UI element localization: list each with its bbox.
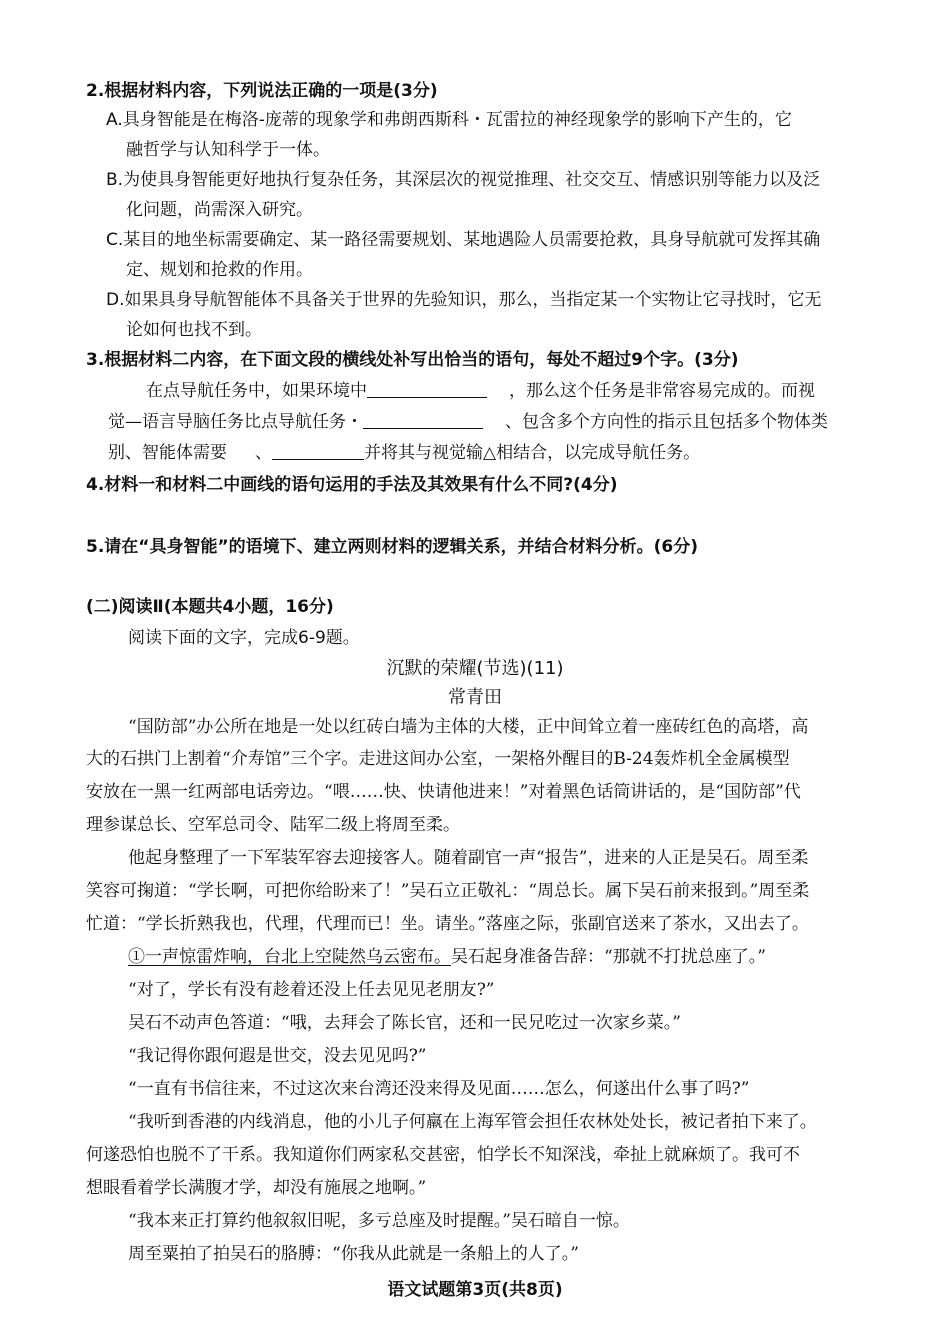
q3-blank-3[interactable] [272, 441, 364, 460]
story-line-9: “对了，学长有没有趁着还没上任去见见老朋友?” [128, 980, 495, 1000]
q3-blank-2[interactable] [363, 410, 483, 429]
q5-stem: 5.请在“具身智能”的语境下、建立两则材料的逻辑关系，并结合材料分析。(6分) [86, 537, 698, 557]
story-line-8-rest: 吴石起身准备告辞：“那就不打扰总座了。” [451, 947, 766, 967]
q2-option-d-line1: D.如果具身导航智能体不具备关于世界的先验知识，那么，当指定某一个实物让它寻找时，它无 [106, 290, 822, 310]
q2-option-a-line1: A.具身智能是在梅洛-庞蒂的现象学和弗朗西斯科・瓦雷拉的神经现象学的影响下产生的，它 [106, 110, 792, 130]
story-line-11: “我记得你跟何遐是世交，没去见见吗?” [128, 1046, 427, 1066]
story-underlined-sentence: ①一声惊雷炸响，台北上空陡然乌云密布。 [128, 947, 451, 967]
story-line-16: “我本来正打算约他叙叙旧呢，多亏总座及时提醒。”吴石暗自一惊。 [128, 1211, 630, 1231]
q2-stem: 2.根据材料内容，下列说法正确的一项是(3分) [86, 81, 438, 101]
q4-stem: 4.材料一和材料二中画线的语句运用的手法及其效果有什么不同?(4分) [86, 475, 618, 495]
q3-passage-line3 [108, 440, 700, 466]
q3-passage-line2 [108, 409, 828, 435]
story-line-12: “一直有书信往来，不过这次来台湾还没来得及见面……怎么，何遂出什么事了吗?” [128, 1079, 750, 1099]
story-line-2: 大的石拱门上割着“介寿馆”三个字。走进这间办公室，一架格外醒目的B-24轰炸机全金属模型 [86, 749, 790, 769]
q3-passage-line1 [146, 378, 815, 404]
q2-option-a-line2: 融哲学与认知科学于一体。 [126, 140, 330, 160]
q2-option-d-line2: 论如何也找不到。 [126, 320, 262, 340]
story-line-10: 吴石不动声色答道：“哦，去拜会了陈长官，还和一民兄吃过一次家乡菜。” [128, 1013, 681, 1033]
q3-text-3b: 、 [255, 443, 272, 463]
q3-text-1a: 在点导航任务中，如果环境中 [146, 381, 367, 401]
story-title: 沉默的荣耀(节选)(11) [386, 658, 564, 679]
story-line-8 [128, 944, 766, 970]
story-line-5: 他起身整理了一下军装军容去迎接客人。随着副官一声“报告”，进来的人正是吴石。周至柔 [128, 848, 809, 868]
q2-option-c-line1: C.某目的地坐标需要确定、某一路径需要规划、某地遇险人员需要抢救，具身导航就可发挥其确 [106, 230, 821, 250]
story-author: 常青田 [448, 687, 502, 708]
q2-option-b-line2: 化问题，尚需深入研究。 [126, 200, 313, 220]
story-line-6: 笑容可掬道：“学长啊，可把你给盼来了！”吴石立正敬礼：“周总长。属下吴石前来报到。”周至柔 [86, 881, 810, 901]
q2-option-b-line1: B.为使具身智能更好地执行复杂任务，其深层次的视觉推理、社交交互、情感识别等能力以及泛 [106, 170, 821, 190]
q3-text-2a: 觉—语言导脑任务比点导航任务・ [108, 412, 363, 432]
section-heading: (二)阅读Ⅱ(本题共4小题，16分) [86, 597, 334, 617]
section-instruction: 阅读下面的文字，完成6-9题。 [128, 628, 360, 648]
q3-text-1b: ，那么这个任务是非常容易完成的。而视 [509, 381, 815, 401]
story-line-3: 安放在一黑一红两部电话旁边。“喂……快、快请他进来！”对着黑色话筒讲话的，是“国防部”代 [86, 782, 801, 802]
q3-stem: 3.根据材料二内容，在下面文段的横线处补写出恰当的语句，每处不超过9个字。(3分) [86, 350, 739, 370]
story-line-13: “我听到香港的内线消息，他的小儿子何羸在上海军管会担任农林处处长，被记者拍下来了。 [128, 1112, 817, 1132]
story-line-1: “国防部”办公所在地是一处以红砖白墙为主体的大楼，正中间耸立着一座砖红色的高塔，高 [128, 717, 809, 737]
story-line-17: 周至粟拍了拍吴石的胳膊：“你我从此就是一条船上的人了。” [128, 1244, 579, 1264]
q3-text-3c: 并将其与视觉输△相结合，以完成导航任务。 [364, 443, 701, 463]
story-line-15: 想眼看着学长满腹才学，却没有施展之地啊。” [86, 1178, 427, 1198]
q3-text-2b: 、包含多个方向性的指示且包括多个物体类 [505, 412, 828, 432]
q3-blank-1[interactable] [367, 379, 487, 398]
story-line-7: 忙道：“学长折熟我也，代理，代理而已！坐。请坐。”落座之际，张副官送来了茶水，又出去了。 [86, 914, 809, 934]
page-footer: 语文试题第3页(共8页) [387, 1280, 563, 1300]
q3-text-3a: 别、智能体需要 [108, 443, 227, 463]
q2-option-c-line2: 定、规划和抢救的作用。 [126, 260, 313, 280]
story-line-4: 理参谋总长、空军总司令、陆军二级上将周至柔。 [86, 815, 460, 835]
story-line-14: 何遂恐怕也脱不了干系。我知道你们两家私交甚密，怕学长不知深浅，牵扯上就麻烦了。我可不 [86, 1145, 800, 1165]
